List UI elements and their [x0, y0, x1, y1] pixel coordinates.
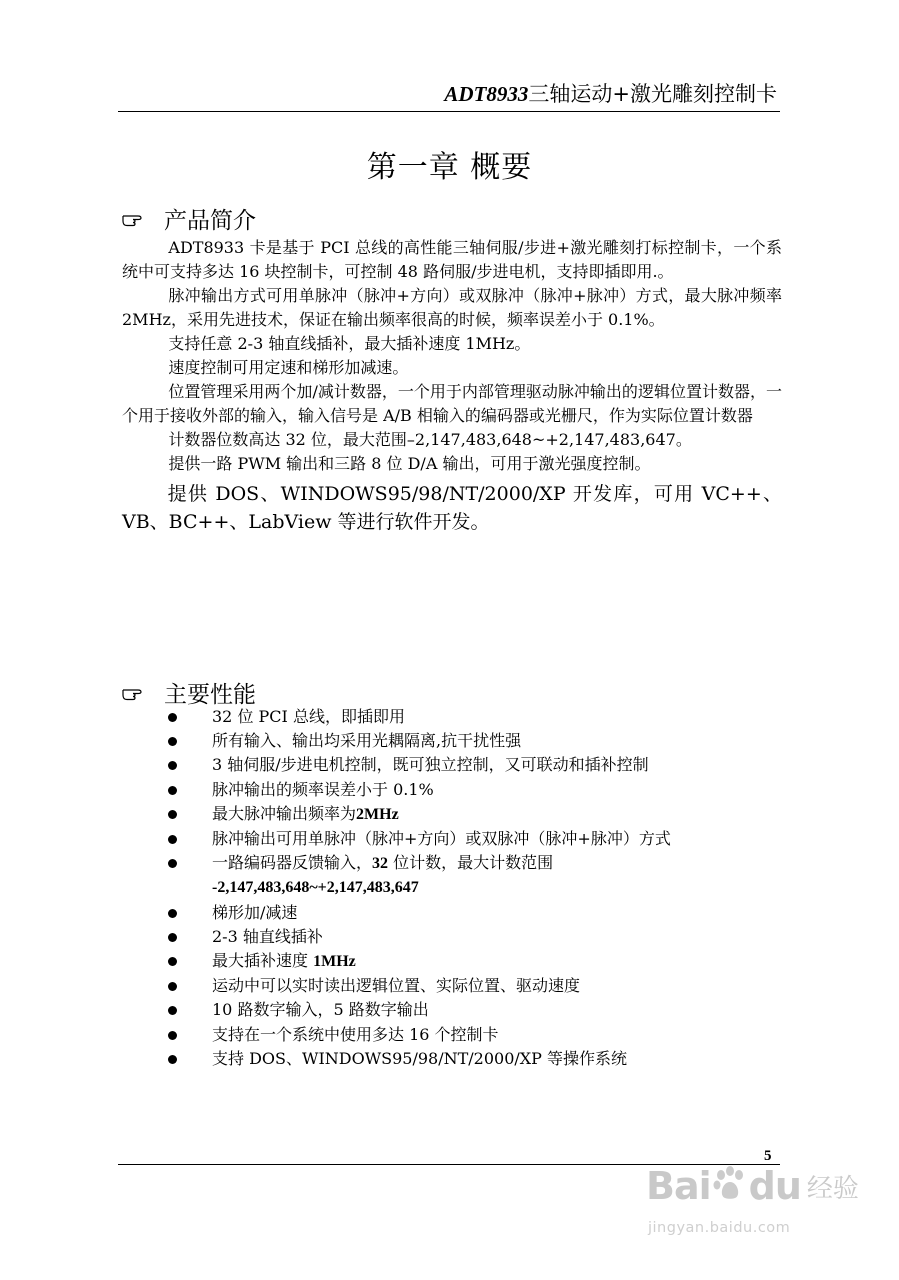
list-item: 脉冲输出可用单脉冲（脉冲+方向）或双脉冲（脉冲+脉冲）方式 [168, 827, 788, 851]
bullet-dot-icon [168, 713, 177, 722]
list-item: 所有输入、输出均采用光耦隔离,抗干扰性强 [168, 729, 788, 753]
bullet-dot-icon [168, 810, 177, 819]
bullet-dot-icon [168, 761, 177, 770]
bullet-dot-icon [168, 909, 177, 918]
feature-list [168, 705, 788, 1071]
watermark-url: jingyan.baidu.com [648, 1220, 791, 1236]
watermark-logo: Bai du 经验 [646, 1164, 859, 1208]
pointing-hand-icon [122, 210, 148, 228]
intro-paragraph-large: 提供 DOS、WINDOWS95/98/NT/2000/XP 开发库，可用 VC++、VB、BC++、LabView 等进行软件开发。 [122, 483, 782, 533]
header-title-text: 三轴运动+激光雕刻控制卡 [528, 82, 777, 106]
header-model: ADT8933 [444, 82, 529, 106]
bullet-dot-icon [168, 1031, 177, 1040]
list-item: 支持 DOS、WINDOWS95/98/NT/2000/XP 等操作系统 [168, 1047, 788, 1071]
list-item: 一路编码器反馈输入，32 位计数，最大计数范围 -2,147,483,648~+2,147,483,647 [168, 851, 788, 900]
intro-paragraph: 提供一路 PWM 输出和三路 8 位 D/A 输出，可用于激光强度控制。 [168, 454, 651, 473]
page-number: 5 [764, 1148, 772, 1164]
intro-paragraph: 支持任意 2-3 轴直线插补，最大插补速度 1MHz。 [168, 334, 531, 353]
running-header [444, 78, 777, 108]
intro-paragraph: 计数器位数高达 32 位，最大范围–2,147,483,648~+2,147,483,647。 [168, 430, 692, 449]
range-continuation: -2,147,483,648~+2,147,483,647 [212, 879, 419, 897]
section-heading-text: 产品简介 [164, 208, 256, 234]
list-item: 支持在一个系统中使用多达 16 个控制卡 [168, 1023, 788, 1047]
list-item: 32 位 PCI 总线，即插即用 [168, 705, 788, 729]
intro-paragraph: 速度控制可用定速和梯形加减速。 [168, 358, 409, 377]
list-item: 最大插补速度 1MHz [168, 949, 788, 974]
bullet-dot-icon [168, 933, 177, 942]
list-item: 梯形加/减速 [168, 901, 788, 925]
section-heading-text: 主要性能 [164, 682, 256, 708]
baidu-jingyan-watermark [640, 1150, 860, 1260]
pointing-hand-icon [122, 684, 148, 702]
list-item: 脉冲输出的频率误差小于 0.1% [168, 778, 788, 802]
bullet-dot-icon [168, 957, 177, 966]
list-item: 2-3 轴直线插补 [168, 925, 788, 949]
intro-paragraph: 位置管理采用两个加/减计数器，一个用于内部管理驱动脉冲输出的逻辑位置计数器，一个用于接收外部的输入，输入信号是 A/B 相输入的编码器或光栅尺，作为实际位置计数器 [122, 382, 782, 425]
bullet-dot-icon [168, 786, 177, 795]
bullet-dot-icon [168, 1006, 177, 1015]
intro-paragraph: ADT8933 卡是基于 PCI 总线的高性能三轴伺服/步进+激光雕刻打标控制卡，一个系统中可支持多达 16 块控制卡，可控制 48 路伺服/步进电机，支持即插即用.。 [122, 238, 782, 281]
header-rule [118, 111, 780, 112]
bullet-dot-icon [168, 835, 177, 844]
paw-icon [713, 1166, 747, 1206]
list-item: 运动中可以实时读出逻辑位置、实际位置、驱动速度 [168, 974, 788, 998]
section-heading-intro [122, 202, 256, 235]
list-item: 10 路数字输入，5 路数字输出 [168, 998, 788, 1022]
bullet-dot-icon [168, 859, 177, 868]
bullet-dot-icon [168, 737, 177, 746]
list-item: 3 轴伺服/步进电机控制，既可独立控制，又可联动和插补控制 [168, 753, 788, 777]
bullet-dot-icon [168, 1055, 177, 1064]
chapter-title: 第一章 概要 [366, 150, 533, 185]
intro-body [122, 236, 782, 536]
bullet-dot-icon [168, 982, 177, 991]
list-item: 最大脉冲输出频率为2MHz [168, 802, 788, 827]
intro-paragraph: 脉冲输出方式可用单脉冲（脉冲+方向）或双脉冲（脉冲+脉冲）方式，最大脉冲频率 2MHz，采用先进技术，保证在输出频率很高的时候，频率误差小于 0.1%。 [122, 286, 782, 329]
